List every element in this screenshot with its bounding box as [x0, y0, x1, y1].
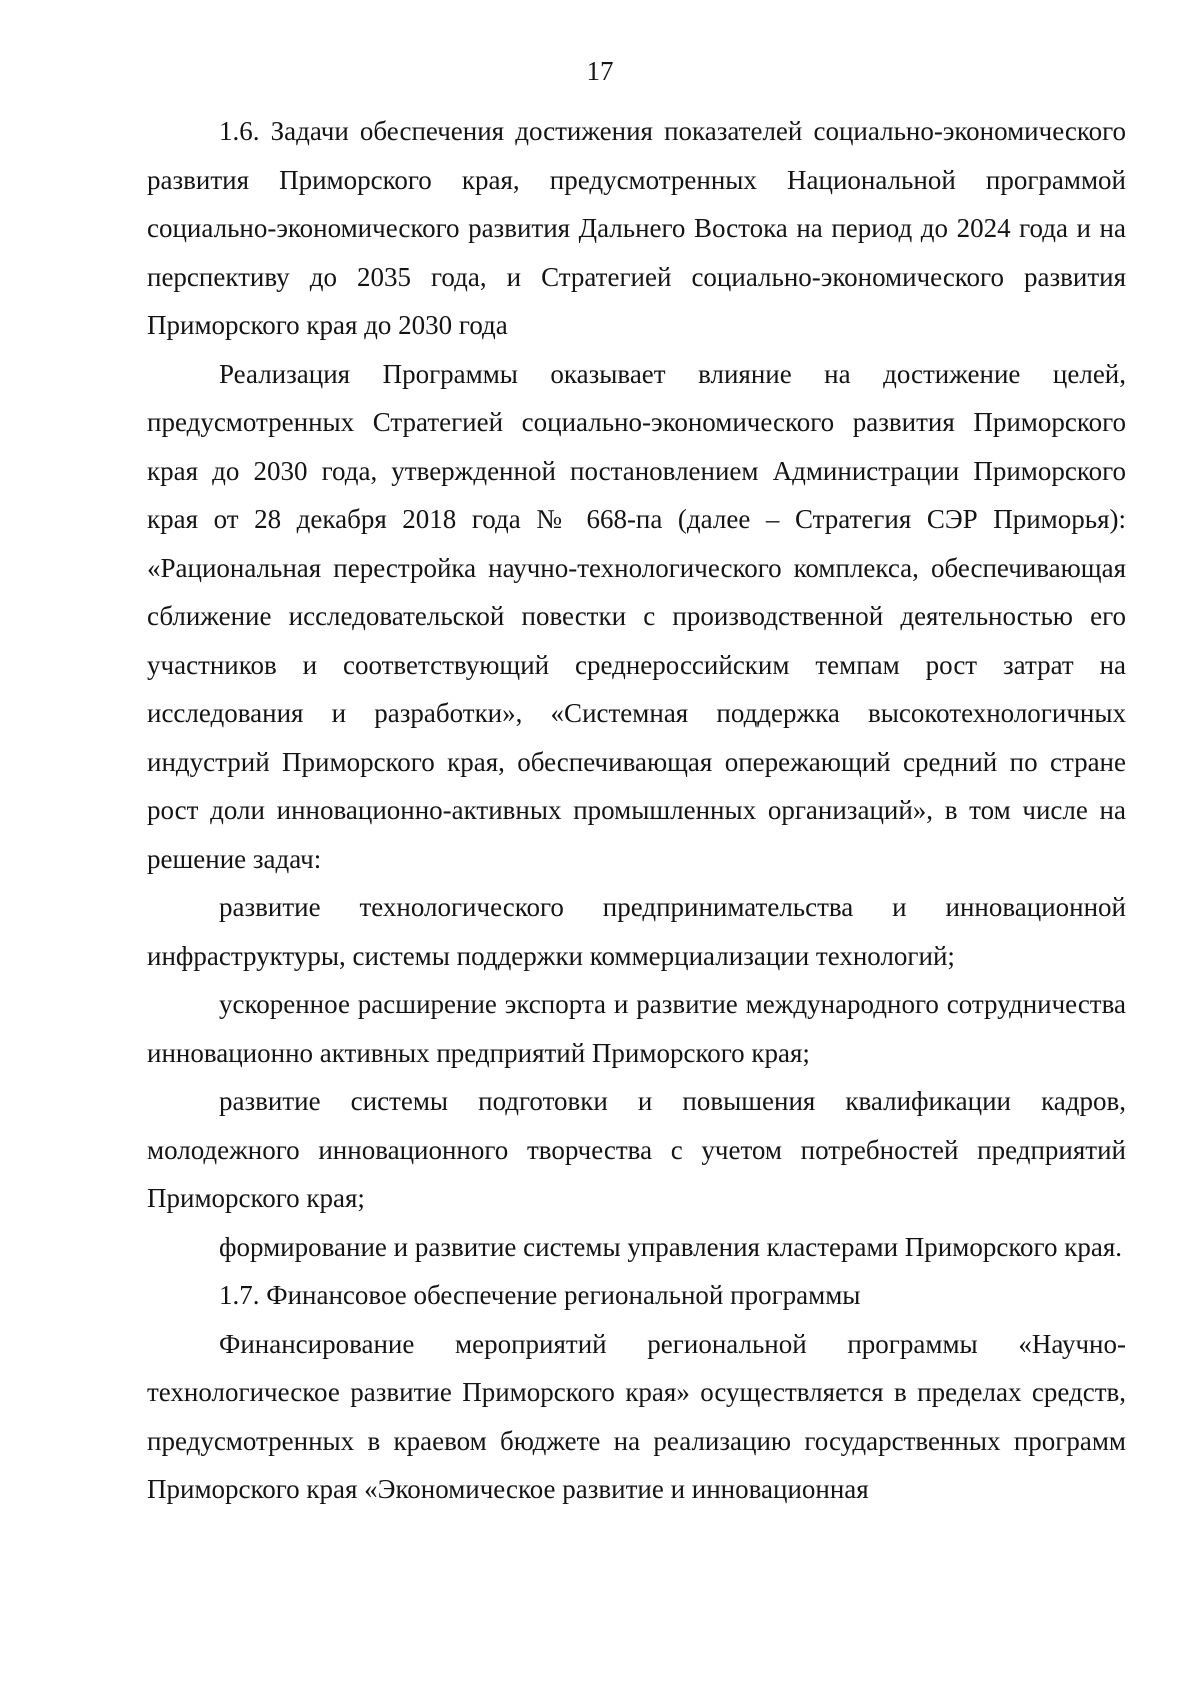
financing-paragraph: Финансирование мероприятий региональной программы «Научно-технологическое развитие Приморского края» осуществляется в пределах средств, предусмотренных в краевом бюджете на реализацию государственных программ Приморского края «Экономическое развитие и инновационная — [147, 1328, 1126, 1504]
section-1-7-heading: 1.7. Финансовое обеспечение региональной программы — [219, 1280, 861, 1310]
page-number: 17 — [586, 56, 614, 86]
task-cluster-management: формирование и развитие системы управления кластерами Приморского края. — [219, 1231, 1122, 1262]
strategy-influence-paragraph: Реализация Программы оказывает влияние на достижение целей, предусмотренных Стратегией социально-экономического развития Приморского края до 2030 года, утвержденной постановлением Администрации Приморского края от 28 декабря 2018 года № 668-па (далее – Стратегия СЭР Приморья): «Рациональная перестройка научно-технологического комплекса, обеспечивающая сближение исследовательской повестки с производственной деятельностью его участников и соответствующий среднероссийским темпам рост затрат на исследования и разработки», «Системная поддержка высокотехнологичных индустрий Приморского края, обеспечивающая опережающий средний по стране рост доли инновационно-активных промышленных организаций», в том числе на решение задач: — [147, 358, 1126, 874]
task-personnel-training: развитие системы подготовки и повышения квалификации кадров, молодежного инновационного творчества с учетом потребностей предприятий Приморского края; — [147, 1086, 1126, 1213]
task-technology-entrepreneurship: развитие технологического предпринимательства и инновационной инфраструктуры, системы поддержки коммерциализации технологий; — [147, 892, 1126, 971]
section-1-6-heading: 1.6. Задачи обеспечения достижения показателей социально-экономического развития Приморского края, предусмотренных Национальной программой социально-экономического развития Дальнего Востока на период до 2024 года и на перспективу до 2035 года, и Стратегией социально-экономического развития Приморского края до 2030 года — [147, 116, 1126, 340]
task-export-expansion: ускоренное расширение экспорта и развитие международного сотрудничества инновационно активных предприятий Приморского края; — [147, 989, 1126, 1068]
document-body — [147, 107, 1126, 1514]
